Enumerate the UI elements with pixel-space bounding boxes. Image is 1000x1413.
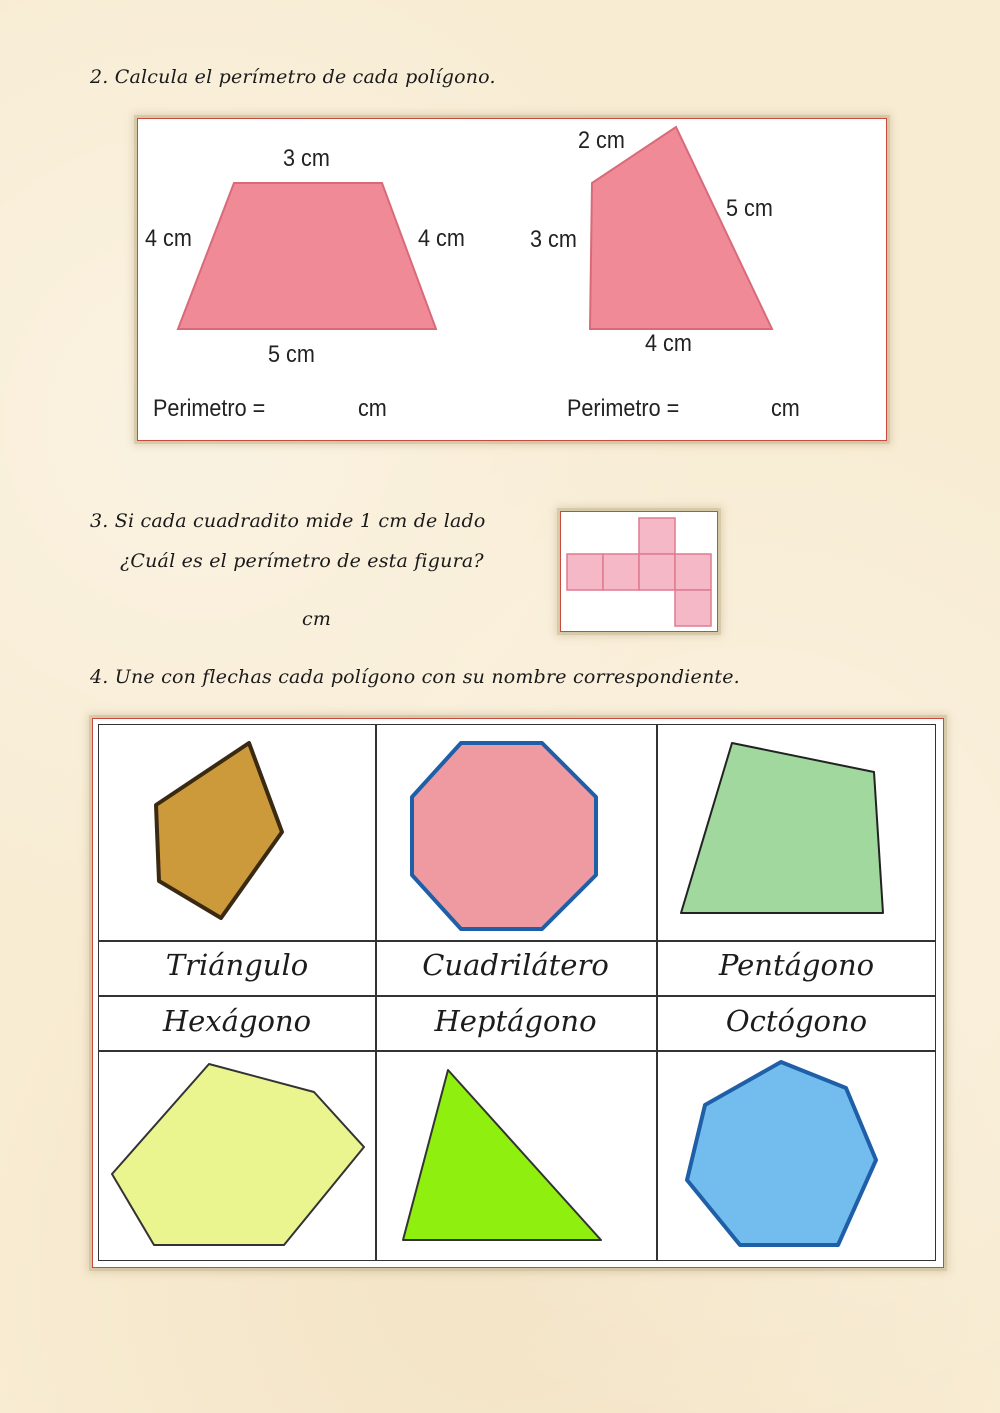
name-heptagono: Heptágono bbox=[434, 1004, 597, 1038]
perimeter-unit-2: cm bbox=[771, 395, 800, 422]
trapezoid-bottom-label: 5 cm bbox=[268, 341, 315, 368]
pentagon-shape bbox=[99, 725, 375, 940]
octagon-shape bbox=[375, 725, 656, 940]
question-4-text: 4. Une con flechas cada polígono con su nombre correspondiente. bbox=[90, 666, 740, 688]
perimeter-label-2: Perimetro = bbox=[567, 395, 680, 422]
question-2-text: 2. Calcula el perímetro de cada polígono. bbox=[90, 66, 496, 88]
triangle-shape bbox=[375, 1052, 656, 1262]
quadrilateral-shape bbox=[656, 725, 937, 940]
polygons-table bbox=[98, 724, 936, 1261]
quad-left-label: 3 cm bbox=[530, 226, 577, 253]
perimeter-panel bbox=[137, 118, 887, 441]
name-pentagono: Pentágono bbox=[718, 948, 875, 982]
question-3-line2: ¿Cuál es el perímetro de esta figura? bbox=[120, 550, 484, 572]
polygons-table-panel bbox=[92, 718, 944, 1268]
squares-figure bbox=[561, 512, 717, 631]
quad-right-label: 5 cm bbox=[726, 195, 773, 222]
trapezoid-shape bbox=[138, 119, 886, 440]
squares-figure-panel bbox=[560, 511, 718, 632]
name-hexagono: Hexágono bbox=[162, 1004, 312, 1038]
question-3-line1: 3. Si cada cuadradito mide 1 cm de lado bbox=[90, 510, 486, 532]
trapezoid-top-label: 3 cm bbox=[283, 145, 330, 172]
heptagon-shape bbox=[656, 1052, 937, 1262]
trapezoid-right-label: 4 cm bbox=[418, 225, 465, 252]
name-cuadrilatero: Cuadrilátero bbox=[422, 948, 609, 982]
name-triangulo: Triángulo bbox=[165, 948, 309, 982]
perimeter-label-1: Perimetro = bbox=[153, 395, 266, 422]
trapezoid-left-label: 4 cm bbox=[145, 225, 192, 252]
hexagon-shape bbox=[99, 1052, 375, 1262]
perimeter-unit-1: cm bbox=[358, 395, 387, 422]
quad-bottom-label: 4 cm bbox=[645, 330, 692, 357]
question-3-unit: cm bbox=[302, 608, 332, 630]
name-octogono: Octógono bbox=[725, 1004, 868, 1038]
quad-top-label: 2 cm bbox=[578, 127, 625, 154]
